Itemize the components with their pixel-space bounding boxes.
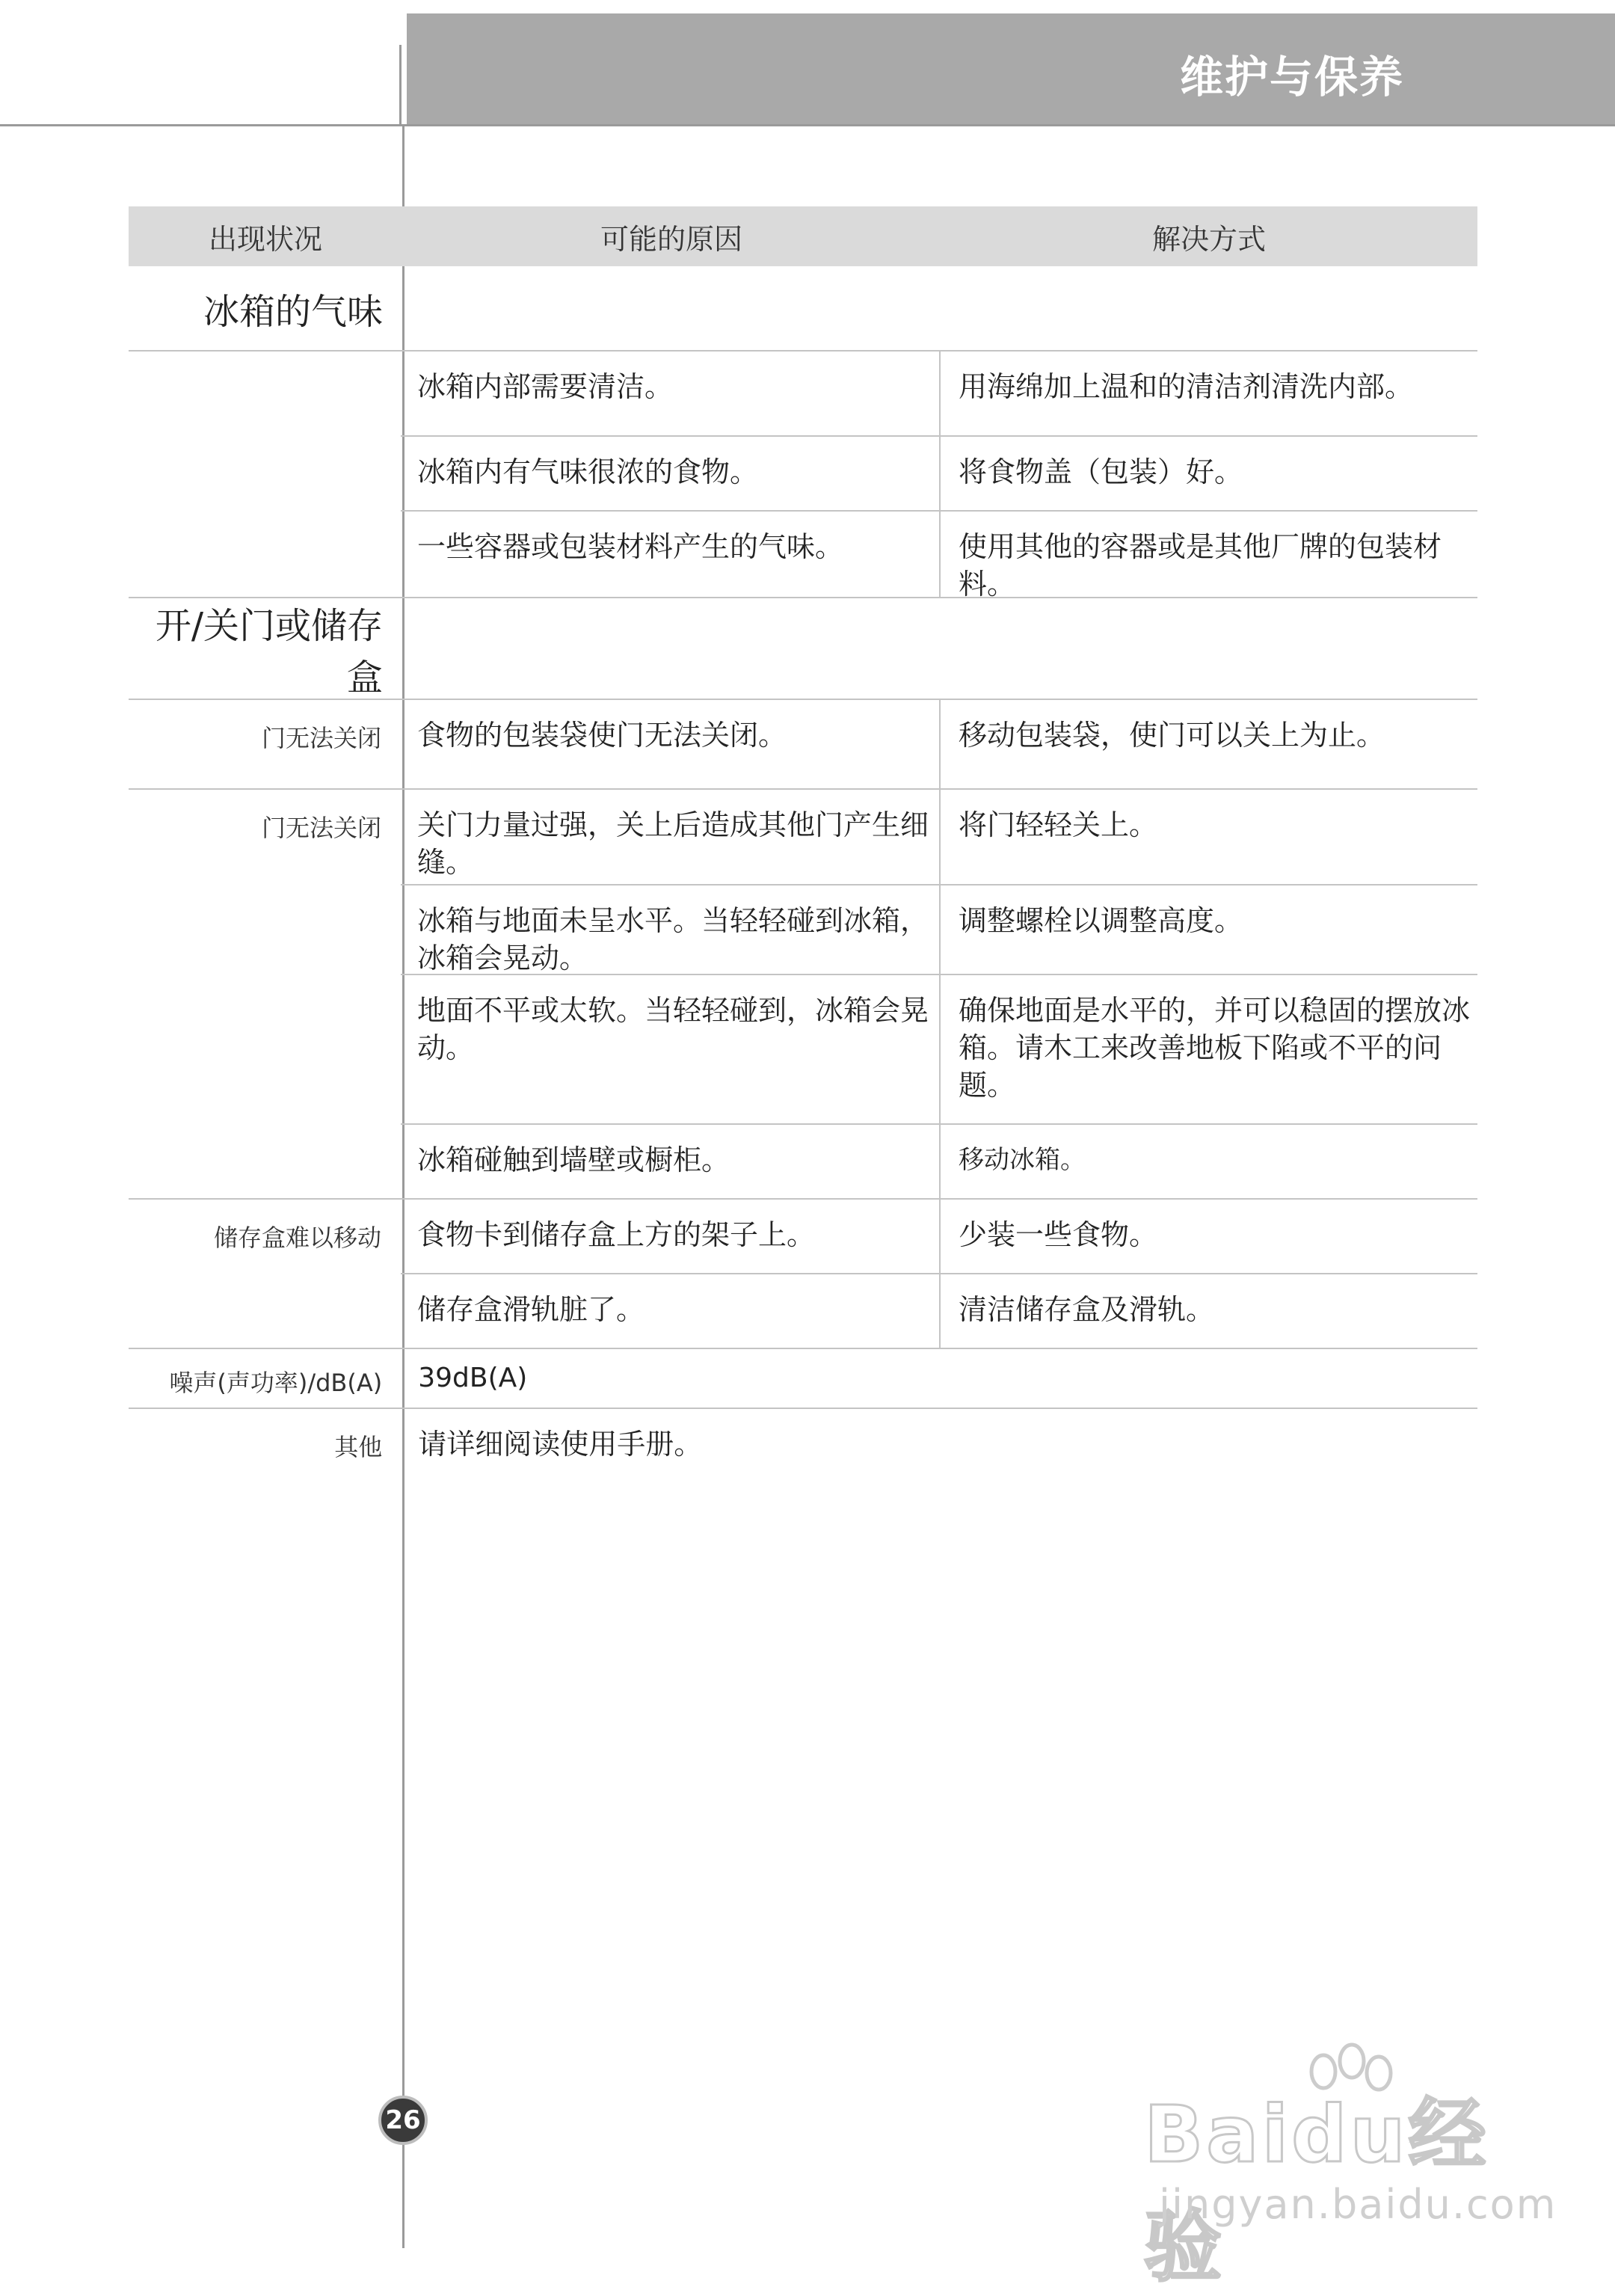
cause-cell: 冰箱碰触到墙壁或橱柜。	[417, 1144, 730, 1176]
page-number: 26	[378, 2096, 428, 2145]
column-header-condition: 出现状况	[208, 222, 322, 256]
solution-cell: 确保地面是水平的，并可以稳固的摆放冰箱。请木工来改善地板下陷或不平的问题。	[939, 975, 1477, 1123]
cause-cell: 关门力量过强，关上后造成其他门产生细缝。	[417, 808, 929, 879]
other-value: 请详细阅读使用手册。	[418, 1428, 703, 1461]
solution-cell: 调整螺栓以调整高度。	[939, 885, 1477, 974]
noise-label: 噪声(声功率)/dB(A)	[169, 1369, 383, 1397]
table-row	[401, 790, 1477, 885]
table-row	[401, 512, 1477, 601]
condition-cell: 门无法关闭	[261, 814, 381, 842]
chapter-title: 维护与保养	[1179, 52, 1404, 102]
solution-cell: 将食物盖（包装）好。	[939, 437, 1477, 510]
section-title: 开/关门或储存盒	[155, 605, 383, 699]
door-group-2	[129, 790, 1477, 1200]
solution-cell: 清洁储存盒及滑轨。	[939, 1274, 1477, 1348]
table-row	[401, 437, 1477, 512]
section-doors	[129, 598, 1477, 700]
watermark	[1144, 2042, 1557, 2292]
odor-group	[129, 352, 1477, 601]
table-row	[401, 975, 1477, 1125]
cause-cell: 一些容器或包装材料产生的气味。	[417, 530, 844, 563]
door-group-1	[129, 700, 1477, 790]
table-row	[401, 885, 1477, 975]
solution-cell: 将门轻轻关上。	[939, 790, 1477, 884]
column-header-cause: 可能的原因	[600, 222, 742, 256]
watermark-url: jingyan.baidu.com	[1159, 2181, 1557, 2228]
cause-cell: 冰箱内部需要清洁。	[417, 370, 674, 403]
section-odor	[129, 266, 1477, 352]
condition-cell: 门无法关闭	[261, 724, 381, 752]
cause-cell: 地面不平或太软。当轻轻碰到，冰箱会晃动。	[417, 994, 929, 1064]
noise-row	[129, 1349, 1477, 1409]
cause-cell: 储存盒滑轨脏了。	[417, 1293, 645, 1326]
header-rule	[0, 124, 1615, 126]
condition-cell: 储存盒难以移动	[213, 1224, 381, 1252]
cause-cell: 冰箱内有气味很浓的食物。	[417, 455, 759, 488]
solution-cell: 使用其他的容器或是其他厂牌的包装材料。	[939, 512, 1477, 597]
watermark-brand: Baidu经验	[1144, 2089, 1489, 2292]
solution-cell: 移动包装袋，使门可以关上为止。	[939, 700, 1477, 788]
cause-cell: 食物的包装袋使门无法关闭。	[417, 719, 787, 752]
solution-cell: 少装一些食物。	[939, 1200, 1477, 1273]
section-title: 冰箱的气味	[203, 290, 383, 333]
cause-cell: 冰箱与地面未呈水平。当轻轻碰到冰箱，冰箱会晃动。	[417, 904, 929, 974]
drawer-group	[129, 1200, 1477, 1349]
table-row	[401, 1125, 1477, 1198]
header-divider	[399, 45, 402, 126]
condition-cell	[129, 352, 401, 597]
table-row	[401, 1200, 1477, 1274]
cause-cell: 食物卡到储存盒上方的架子上。	[417, 1218, 816, 1251]
other-row	[129, 1409, 1477, 1491]
column-header-solution: 解决方式	[1151, 222, 1266, 256]
other-label: 其他	[334, 1433, 383, 1461]
table-row	[401, 1274, 1477, 1348]
troubleshooting-table	[129, 206, 1477, 1491]
noise-value: 39dB(A)	[418, 1363, 528, 1393]
table-header	[129, 206, 1477, 266]
header-band	[407, 13, 1615, 124]
solution-cell: 用海绵加上温和的清洁剂清洗内部。	[939, 352, 1477, 435]
solution-cell: 移动冰箱。	[939, 1125, 1477, 1198]
table-row	[401, 700, 1477, 788]
table-row	[401, 352, 1477, 437]
